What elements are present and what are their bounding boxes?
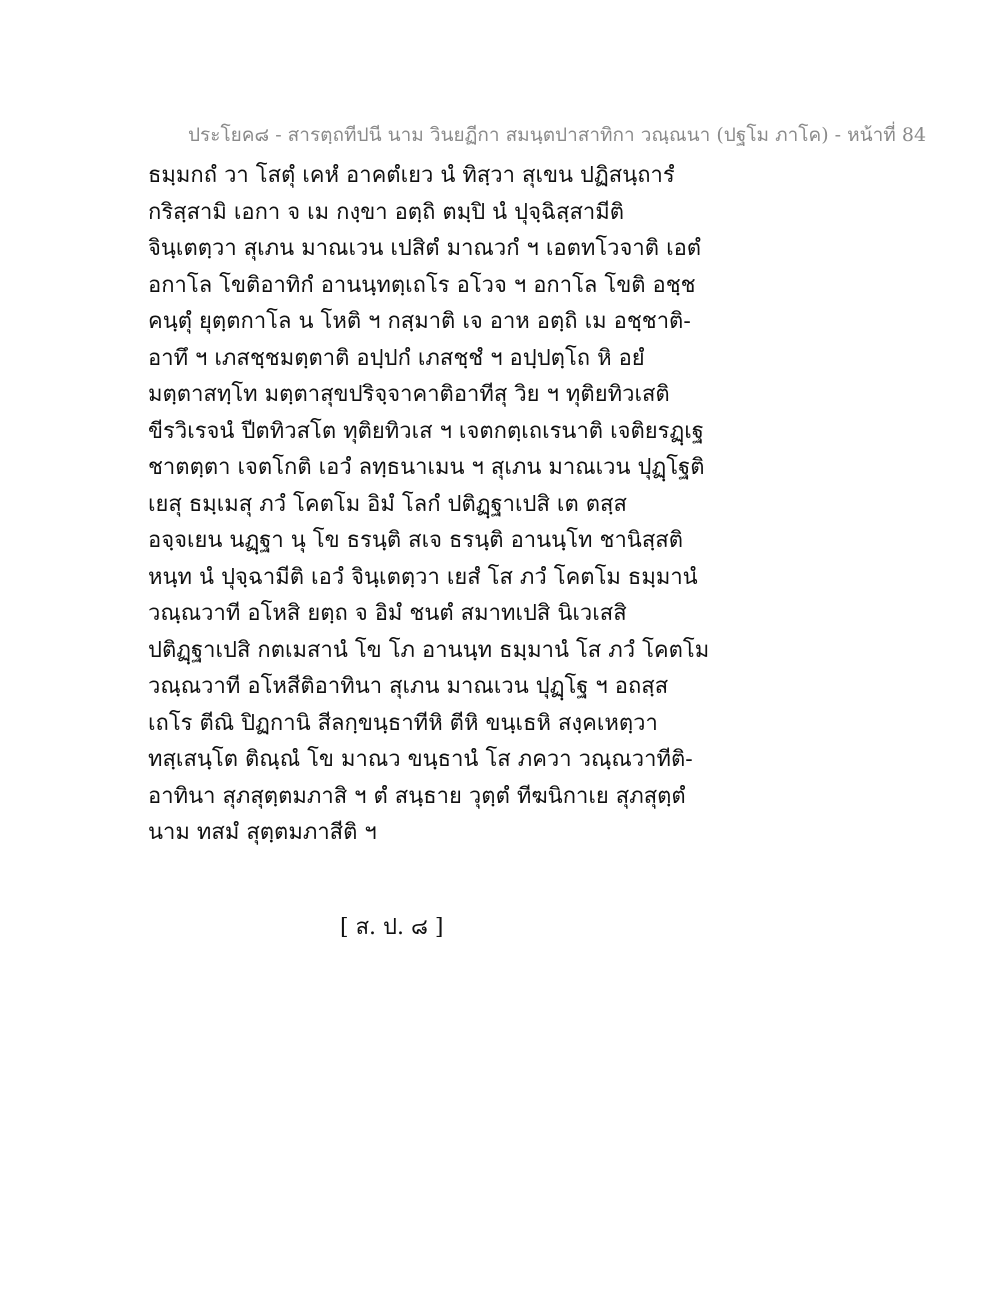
text-line: อาทึ ฯ เภสชฺชมตฺตาติ อปฺปกํ เภสชฺชํ ฯ อปฺปตฺโถ หิ อยํ — [148, 345, 645, 371]
running-header: ประโยค๘ - สารตฺถทีปนี นาม วินยฏีกา สมนฺตปาสาทิกา วณฺณนา (ปฐโม ภาโค) - หน้าที่ 84 — [188, 124, 927, 146]
text-line: นาม ทสมํ สุตฺตมภาสีติ ฯ — [148, 820, 377, 845]
text-line: เยสุ ธมฺเมสุ ภวํ โคตโม อิมํ โลกํ ปติฏฺฐาเปสิ เต ตสฺส — [148, 491, 627, 517]
text-line: อจฺจเยน นฏฺฐา นุ โข ธรนฺติ สเจ ธรนฺติ อานนฺโท ชานิสฺสติ — [148, 528, 683, 553]
text-line: วณฺณวาที อโหสีติอาทินา สุเภน มาณเวน ปุฏฺโฐ ฯ อถสฺส — [148, 674, 669, 699]
text-line: เถโร ตีณิ ปิฏกานิ สีลกฺขนฺธาทีหิ ตีหิ ขนฺเธหิ สงฺคเหตฺวา — [148, 710, 658, 736]
page-marker: [ ส. ป. ๘ ] — [340, 915, 444, 940]
text-line: อาทินา สุภสุตฺตมภาสิ ฯ ตํ สนฺธาย วุตฺตํ ทีฆนิกาเย สุภสุตฺตํ — [148, 783, 686, 809]
text-line: ปติฏฺฐาเปสิ กตเมสานํ โข โภ อานนฺท ธมฺมานํ โส ภวํ โคตโม — [148, 637, 710, 663]
text-line: กริสฺสามิ เอกา จ เม กงฺขา อตฺถิ ตมฺปิ นํ ปุจฺฉิสฺสามีติ — [148, 199, 625, 225]
text-line: อกาโล โขติอาทิกํ อานนฺทตฺเถโร อโวจ ฯ อกาโล โขติ อชฺช — [148, 272, 696, 298]
text-line: ชาตตฺตา เจตโกติ เอวํ ลทฺธนาเมน ฯ สุเภน มาณเวน ปุฏฺโฐติ — [148, 455, 705, 480]
text-line: หนฺท นํ ปุจฺฉามีติ เอวํ จินฺเตตฺวา เยสํ โส ภวํ โคตโม ธมฺมานํ — [148, 564, 698, 590]
text-line: คนฺตุํ ยุตฺตกาโล น โหติ ฯ กสฺมาติ เจ อาห อตฺถิ เม อชฺชาติ- — [148, 309, 691, 334]
text-line: ขีรวิเรจนํ ปีตทิวสโต ทุติยทิวเส ฯ เจตกตฺเถเรนาติ เจติยรฏฺเฐ — [148, 418, 704, 444]
text-line: จินฺเตตฺวา สุเภน มาณเวน เปสิตํ มาณวกํ ฯ เอตทโวจาติ เอตํ — [148, 236, 702, 261]
text-line: มตฺตาสทฺโท มตฺตาสุขปริจฺจาคาติอาทีสุ วิย ฯ ทุติยทิวเสติ — [148, 382, 670, 407]
text-line: ทสฺเสนฺโต ติณฺณํ โข มาณว ขนฺธานํ โส ภควา วณฺณวาทีติ- — [148, 747, 693, 772]
text-line: ธมฺมกถํ วา โสตุํ เคหํ อาคตํเยว นํ ทิสฺวา สุเขน ปฏิสนฺถารํ — [148, 163, 675, 188]
text-line: วณฺณวาที อโหสิ ยตฺถ จ อิมํ ชนตํ สมาทเปสิ นิเวเสสิ — [148, 601, 627, 626]
body-text — [148, 158, 848, 852]
